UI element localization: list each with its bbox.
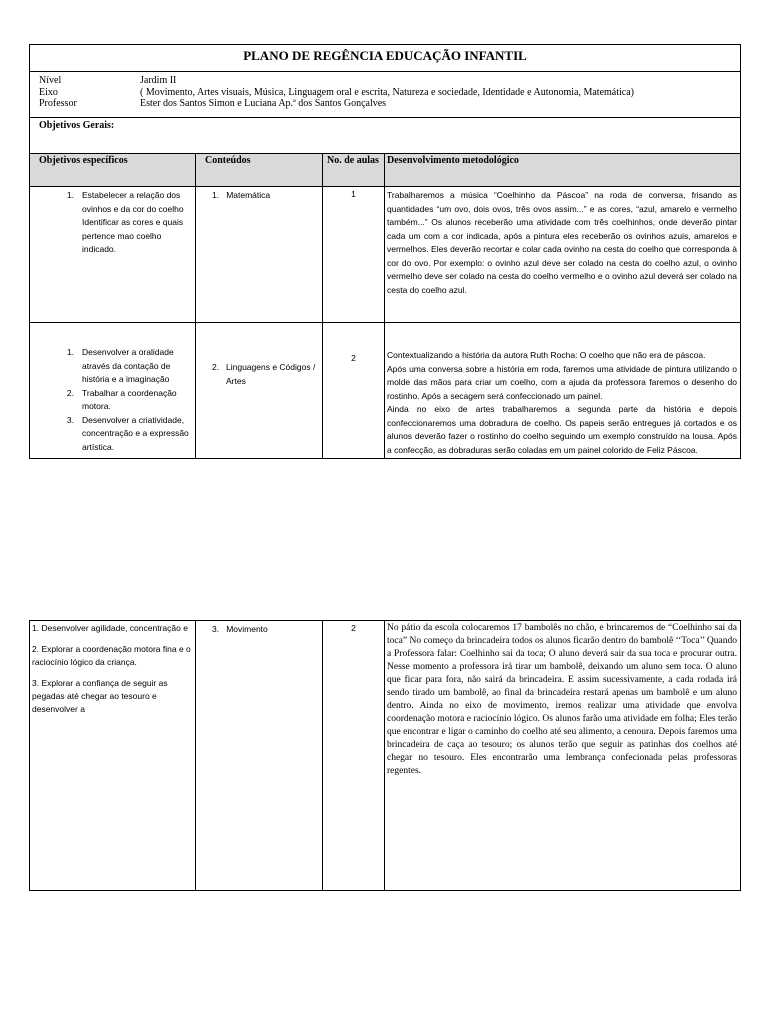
page-title: PLANO DE REGÊNCIA EDUCAÇÃO INFANTIL [30, 45, 741, 72]
row2-desenvolvimento: Contextualizando a história da autora Ruth Rocha: O coelho que não era de páscoa. Após uma conversa sobre a história em roda, faremos uma atividade de pintura utilizando o molde das mãos para criar um coelho, com a ajuda da professora faremos o desenho do rostinho. Após a secagem será confeccionado um painel. Ainda no eixo de artes trabalharemos a segunda parte da história e depois confeccionaremos uma dobradura de coelho. Os papeis serão entregues já cortados e os alunos deverão fazer o rostinho do coelho seguindo um exemplo construído na lousa. Após a confecção, as dobraduras serão coladas em um painel colorido de Feliz Páscoa. [385, 323, 741, 459]
row3-conteudo: 3. Movimento [196, 621, 323, 891]
row1-desenvolvimento: Trabalharemos a música “Coelhinho da Páscoa” na roda de conversa, frisando as quantidades “um ovo, dois ovos, três ovos assim...” e as cores, “azul, amarelo e vermelho também...” Os alunos receberão uma atividade com três coelhinhos, onde deverão pintar cada um com a cor indicada, após a pintura eles receberão os ovinhos azuis, amarelos e vermelhos. Eles deverão recortar e colar cada ovinho na cesta do coelho que corresponda à cor do ovo. Por exemplo: o ovinho azul deve ser colado na cesta do coelho azul, o ovinho vermelho deve ser colado na cesta do coelho vermelho e o ovinho azul deverá ser colado na cesta do coelho azul. [385, 187, 741, 323]
row2-aulas: 2 [323, 323, 385, 459]
header-aulas: No. de aulas [323, 154, 385, 187]
professor-value: Ester dos Santos Simon e Luciana Ap.ª dos Santos Gonçalves [140, 98, 387, 109]
professor-label: Professor [39, 98, 77, 109]
list-item: 1. Desenvolver agilidade, concentração e [32, 623, 188, 633]
list-item: 2. Explorar a coordenação motora fina e o raciocínio lógico da criança. [32, 644, 191, 667]
objetivos-gerais-label: Objetivos Gerais: [30, 118, 741, 154]
row3-aulas: 2 [323, 621, 385, 891]
list-item: Identificar as cores e quais pertence mao coelho indicado. [82, 217, 184, 254]
list-item: 1. Desenvolver a oralidade através da contação de história e a imaginação [66, 347, 174, 384]
row1-objetivos [30, 187, 196, 323]
eixo-label: Eixo [39, 86, 58, 98]
nivel-value: Jardim II [140, 75, 177, 86]
list-item: 3. Explorar a confiança de seguir as pegadas até chegar ao tesouro e desenvolver a [32, 678, 168, 714]
header-desenvolvimento: Desenvolvimento metodológico [385, 154, 741, 187]
row3-desenvolvimento: No pátio da escola colocaremos 17 bambolês no chão, e brincaremos de “Coelhinho sai da toca” No começo da brincadeira todos os alunos ficarão dentro do bambolê ‘‘Toca’’ Quando a Professora falar: Coelhinho sai da toca; O aluno deverá sair da sua toca e procurar outra. Nesse momento a professora irá tirar um bambolê, deixando um aluno sem toca. O aluno que ficar para fora, não sairá da brincadeira. E assim sucessivamente, a cada rodada irá sendo tirado um bambolê, ao final da brincadeira restará apenas um bambolê e um aluno dentro. Ainda no eixo de movimento, iremos realizar uma atividade que envolva coordenação motora e raciocínio lógico. Os alunos farão uma atividade em folha; Eles terão que encontrar e ligar o caminho do coelho até seu alimento, a cenoura. Depois faremos uma brincadeira de caça ao tesouro; os alunos terão que seguir as patinhas dos coelhos até chegar no tesouro. Eles encontrarão uma lembrança confecionada pelas professoras regentes. [385, 621, 741, 891]
list-item: 1. Estabelecer a relação dos ovinhos e da cor do coelho [66, 190, 184, 214]
row2-objetivos [30, 323, 196, 459]
list-item: 2. Trabalhar a coordenação motora. [66, 387, 177, 411]
row1-aulas: 1 [323, 187, 385, 323]
lesson-plan-table-continued [29, 620, 741, 891]
nivel-label: Nível [39, 75, 62, 86]
eixo-value: ( Movimento, Artes visuais, Música, Linguagem oral e escrita, Natureza e sociedade, Identidade e Autonomia, Matemática) [140, 86, 634, 98]
header-objetivos: Objetivos específicos [30, 154, 196, 187]
header-conteudos: Conteúdos [196, 154, 323, 187]
row1-conteudo: 1. Matemática [196, 187, 323, 323]
lesson-plan-table [29, 44, 741, 459]
row2-conteudo: 2. Linguagens e Códigos / Artes [196, 323, 323, 459]
info-block [30, 72, 741, 118]
row3-objetivos [30, 621, 196, 891]
list-item: 3. Desenvolver a criatividade, concentração e a expressão artística. [66, 414, 189, 452]
